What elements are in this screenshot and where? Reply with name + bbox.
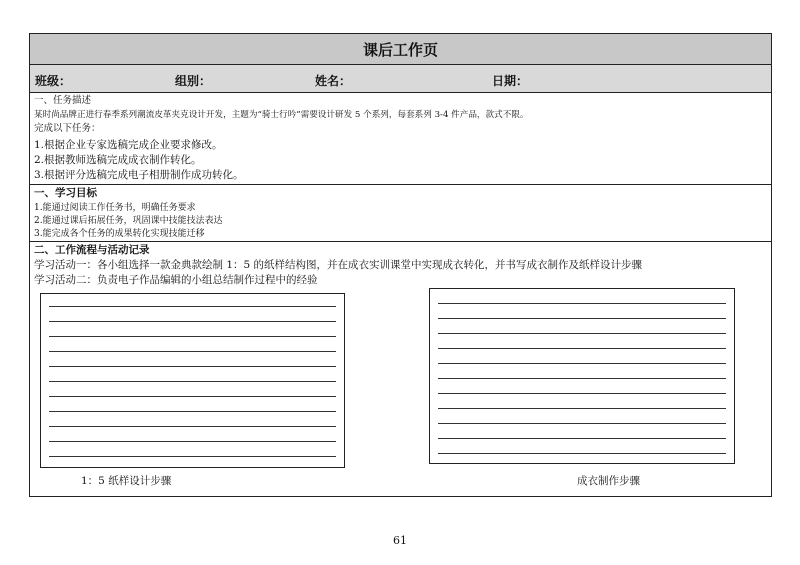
writing-line <box>438 333 726 334</box>
writing-line <box>438 393 726 394</box>
task-item: 1.根据企业专家选稿完成企业要求修改。 <box>34 139 223 151</box>
task-item: 2.根据教师选稿完成成衣制作转化。 <box>34 154 202 166</box>
garment-steps-caption: 成衣制作步骤 <box>577 475 640 487</box>
class-label: 班级： <box>35 74 72 88</box>
name-label: 姓名： <box>315 74 352 88</box>
task-section <box>30 93 771 185</box>
worksheet-title-row <box>30 34 771 65</box>
writing-line <box>49 441 336 442</box>
writing-line <box>438 408 726 409</box>
worksheet-title: 课后工作页 <box>362 40 438 59</box>
writing-line <box>49 396 336 397</box>
flow-section <box>30 242 771 496</box>
writing-line <box>49 381 336 382</box>
paper-pattern-steps-caption: 1：5 纸样设计步骤 <box>81 475 172 487</box>
writing-line <box>438 453 726 454</box>
writing-line <box>49 456 336 457</box>
task-heading: 一、任务描述 <box>34 95 92 106</box>
writing-line <box>49 351 336 352</box>
date-label: 日期： <box>492 74 529 88</box>
flow-heading: 二、工作流程与活动记录 <box>34 244 150 256</box>
goals-heading: 一、学习目标 <box>34 187 97 199</box>
activity-one: 学习活动一：各小组选择一款金典款绘制 1：5 的纸样结构图，并在成衣实训课堂中实现成衣转化，并书写成衣制作及纸样设计步骤 <box>34 259 643 271</box>
goals-section <box>30 185 771 242</box>
task-description: 某时尚品牌正进行春季系列潮流皮革夹克设计开发，主题为“骑士行吟”需要设计研发 5 个系列，每套系列 3-4 件产品，款式不限。 <box>34 110 529 120</box>
writing-line <box>49 336 336 337</box>
writing-line <box>49 321 336 322</box>
worksheet-table <box>29 33 772 497</box>
info-row <box>30 65 771 93</box>
writing-line <box>438 348 726 349</box>
writing-line <box>438 318 726 319</box>
goal-item: 1.能通过阅读工作任务书，明确任务要求 <box>34 203 196 213</box>
writing-line <box>438 438 726 439</box>
paper-pattern-steps-box[interactable] <box>40 293 345 468</box>
garment-steps-box[interactable] <box>429 288 735 464</box>
writing-line <box>49 426 336 427</box>
writing-line <box>49 366 336 367</box>
page-number: 61 <box>393 534 407 547</box>
task-item: 3.根据评分选稿完成电子相册制作成功转化。 <box>34 169 244 181</box>
writing-line <box>438 363 726 364</box>
writing-line <box>49 306 336 307</box>
writing-line <box>438 303 726 304</box>
writing-line <box>49 411 336 412</box>
goal-item: 3.能完成各个任务的成果转化实现技能迁移 <box>34 229 205 239</box>
activity-two: 学习活动二：负责电子作品编辑的小组总结制作过程中的经验 <box>34 274 318 286</box>
group-label: 组别： <box>175 74 212 88</box>
writing-line <box>438 423 726 424</box>
task-complete-label: 完成以下任务： <box>34 123 101 134</box>
goal-item: 2.能通过课后拓展任务，巩固课中技能技法表达 <box>34 216 223 226</box>
writing-line <box>438 378 726 379</box>
